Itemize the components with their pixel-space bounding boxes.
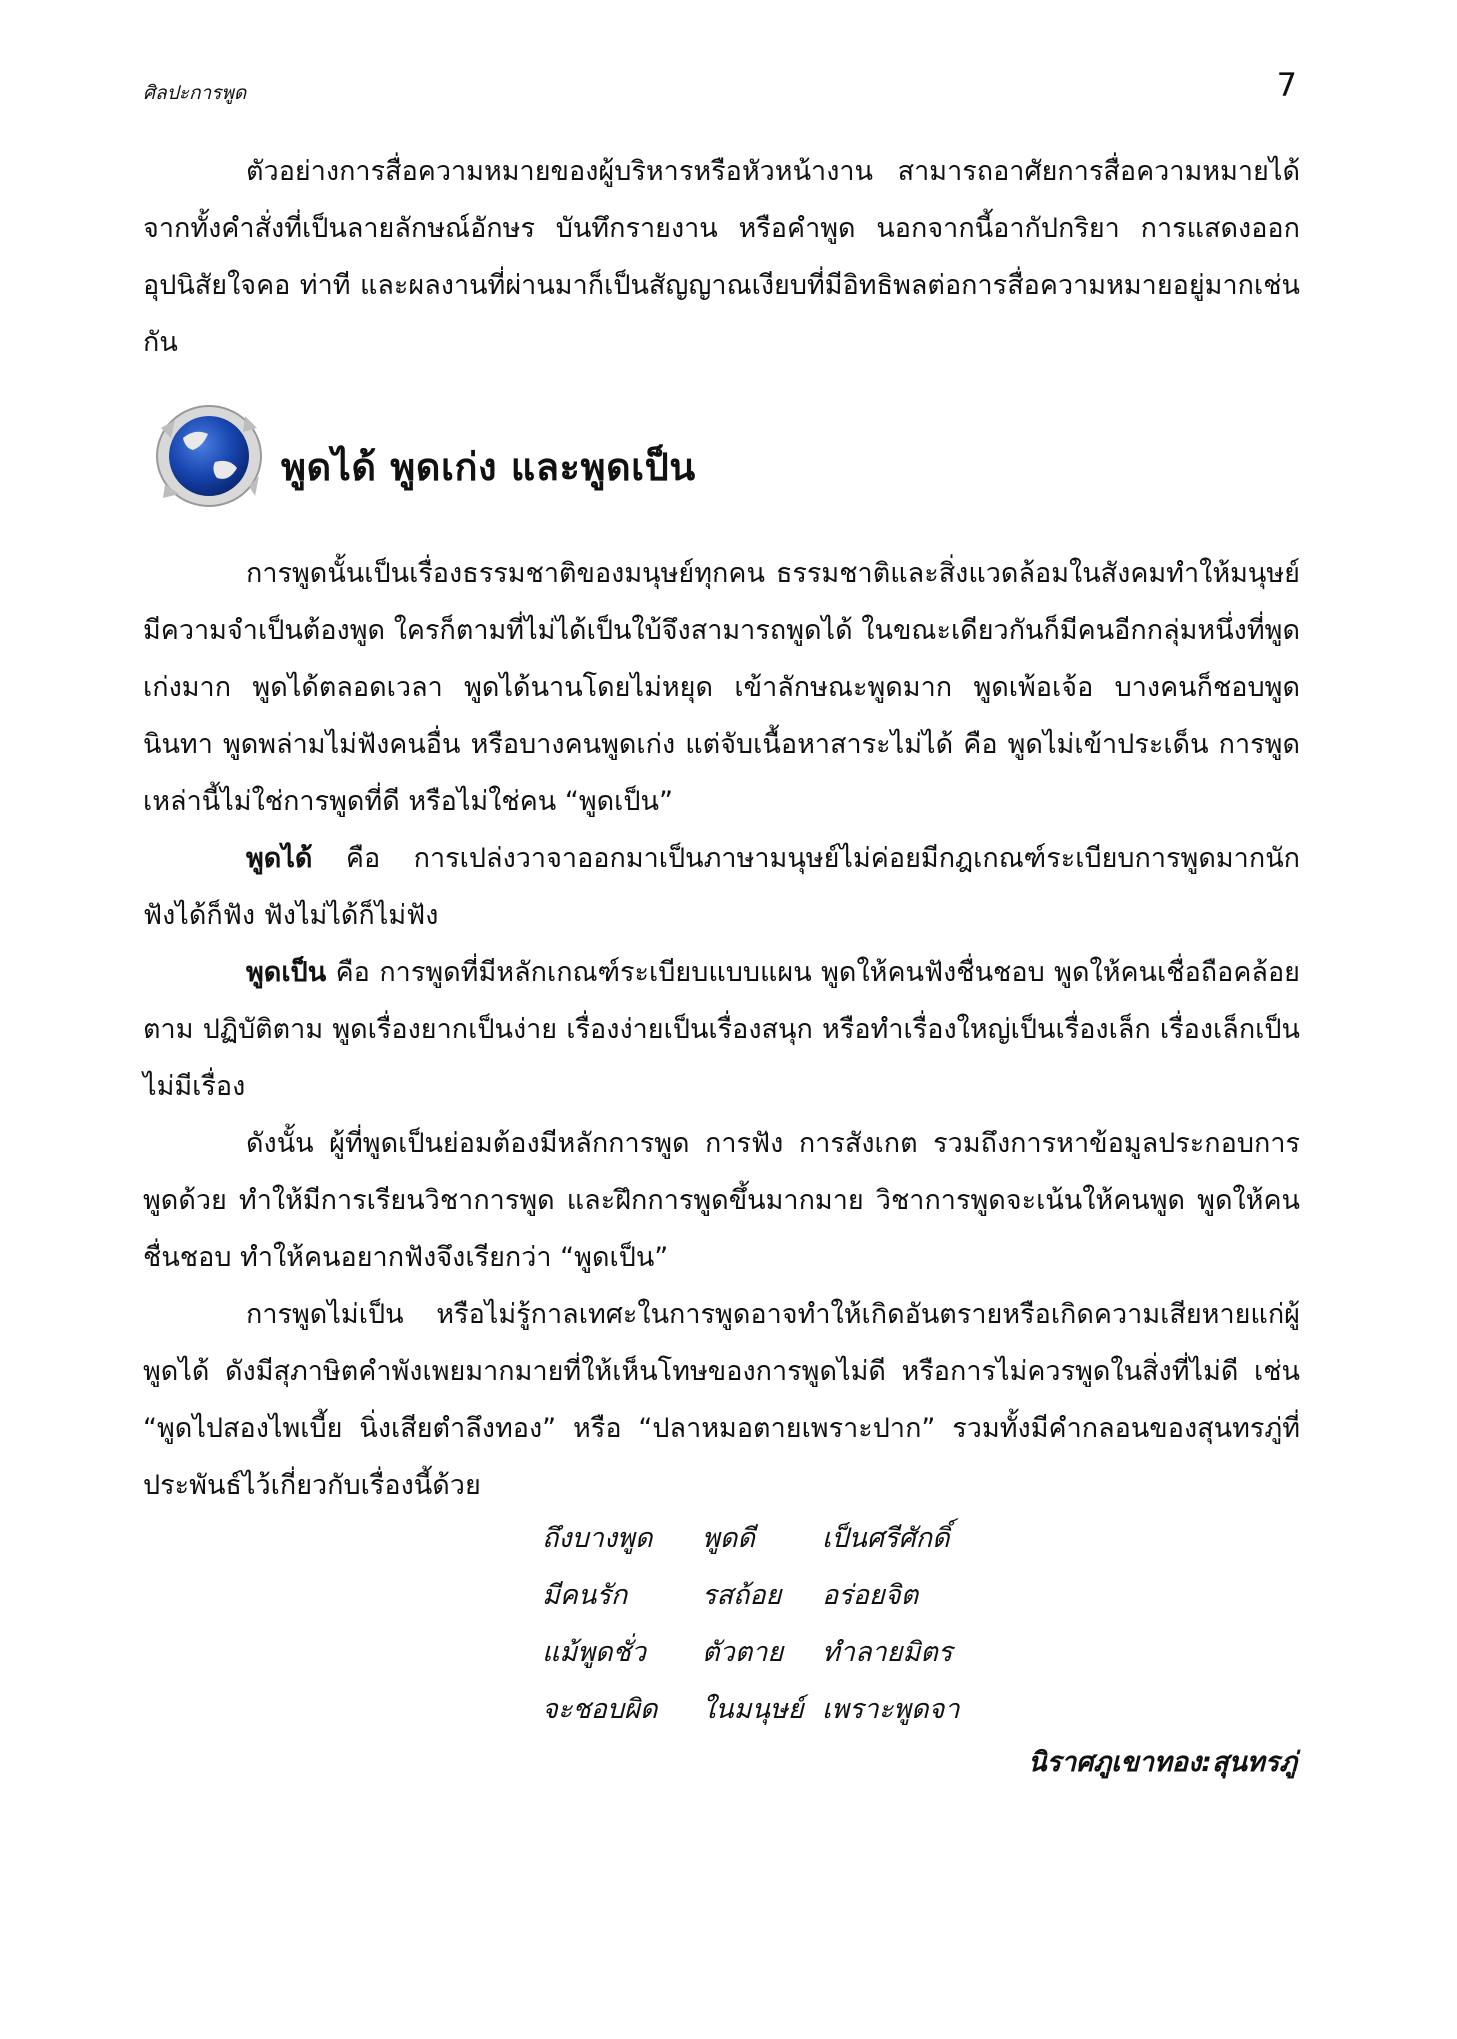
poem-phrase: รสถ้อย xyxy=(702,1580,782,1611)
term-speak-well: พูดเป็น xyxy=(246,957,327,988)
body-section xyxy=(143,545,1300,1514)
poem-line xyxy=(542,1681,960,1738)
body-paragraph-2 xyxy=(143,830,1300,944)
poem-attribution: นิราศภูเขาทอง:สุนทรภู่ xyxy=(1028,1747,1297,1778)
body-paragraph-4: ดังนั้น ผู้ที่พูดเป็นย่อมต้องมีหลักการพูด การฟัง การสังเกต รวมถึงการหาข้อมูลประกอบการพูดด้วย ทำให้มีการเรียนวิชาการพูด และฝึกการพูดขึ้นมากมาย วิชาการพูดจะเน้นให้คนพูด พูดให้คนชื่นชอบ ทำให้คนอยากฟังจึงเรียกว่า “พูดเป็น” xyxy=(143,1128,1300,1273)
poem-phrase: ในมนุษย์ xyxy=(702,1694,804,1725)
body-paragraph-5: การพูดไม่เป็น หรือไม่รู้กาลเทศะในการพูดอาจทำให้เกิดอันตรายหรือเกิดความเสียหายแก่ผู้พูดได้ ดังมีสุภาษิตคำพังเพยมากมายที่ให้เห็นโทษของการพูดไม่ดี หรือการไม่ควรพูดในสิ่งที่ไม่ดี เช่น “พูดไปสองไพเบี้ย นิ่งเสียตำลึงทอง” หรือ “ปลาหมอตายเพราะปาก” รวมทั้งมีคำกลอนของสุนทรภู่ที่ประพันธ์ไว้เกี่ยวกับเรื่องนี้ด้วย xyxy=(143,1299,1300,1501)
section-title: พูดได้ พูดเก่ง และพูดเป็น xyxy=(281,445,696,489)
poem-phrase: อร่อยจิต xyxy=(822,1580,919,1611)
poem-line xyxy=(542,1567,960,1624)
poem xyxy=(542,1510,960,1738)
poem-phrase: ถึงบางพูด xyxy=(542,1523,653,1554)
poem-phrase: เพราะพูดจา xyxy=(822,1694,960,1725)
poem-phrase: พูดดี xyxy=(702,1523,755,1554)
section-heading xyxy=(143,398,1043,513)
globe-icon xyxy=(153,398,265,510)
term-speak-well-definition: คือ การพูดที่มีหลักเกณฑ์ระเบียบแบบแผน พูดให้คนฟังชื่นชอบ พูดให้คนเชื่อถือคล้อยตาม ปฏิบัติตาม พูดเรื่องยากเป็นง่าย เรื่องง่ายเป็นเรื่องสนุก หรือทำเรื่องใหญ่เป็นเรื่องเล็ก เรื่องเล็กเป็นไม่มีเรื่อง xyxy=(143,957,1300,1102)
term-speak-able: พูดได้ xyxy=(246,843,313,874)
page-number: 7 xyxy=(1276,66,1297,104)
running-title: ศิลปะการพูด xyxy=(143,82,247,104)
poem-phrase: ทำลายมิตร xyxy=(822,1637,953,1668)
poem-phrase: มีคนรัก xyxy=(542,1580,628,1611)
body-paragraph-3 xyxy=(143,944,1300,1115)
poem-phrase: ตัวตาย xyxy=(702,1637,784,1668)
poem-line xyxy=(542,1624,960,1681)
poem-phrase: เป็นศรีศักดิ์ xyxy=(822,1523,950,1554)
poem-line xyxy=(542,1510,960,1567)
body-paragraph-1: การพูดนั้นเป็นเรื่องธรรมชาติของมนุษย์ทุกคน ธรรมชาติและสิ่งแวดล้อมในสังคมทำให้มนุษย์มีความจำเป็นต้องพูด ใครก็ตามที่ไม่ได้เป็นใบ้จึงสามารถพูดได้ ในขณะเดียวกันก็มีคนอีกกลุ่มหนึ่งที่พูดเก่งมาก พูดได้ตลอดเวลา พูดได้นานโดยไม่หยุด เข้าลักษณะพูดมาก พูดเพ้อเจ้อ บางคนก็ชอบพูดนินทา พูดพล่ามไม่ฟังคนอื่น หรือบางคนพูดเก่ง แต่จับเนื้อหาสาระไม่ได้ คือ พูดไม่เข้าประเด็น การพูดเหล่านี้ไม่ใช่การพูดที่ดี หรือไม่ใช่คน “พูดเป็น” xyxy=(143,558,1300,817)
poem-phrase: จะชอบผิด xyxy=(542,1694,658,1725)
term-speak-able-definition: คือ การเปล่งวาจาออกมาเป็นภาษามนุษย์ไม่ค่อยมีกฎเกณฑ์ระเบียบการพูดมากนัก ฟังได้ก็ฟัง ฟังไม่ได้ก็ไม่ฟัง xyxy=(143,843,1300,931)
intro-section xyxy=(143,143,1300,371)
intro-paragraph: ตัวอย่างการสื่อความหมายของผู้บริหารหรือหัวหน้างาน สามารถอาศัยการสื่อความหมายได้จากทั้งคำสั่งที่เป็นลายลักษณ์อักษร บันทึกรายงาน หรือคำพูด นอกจากนี้อากัปกริยา การแสดงออก อุปนิสัยใจคอ ท่าที และผลงานที่ผ่านมาก็เป็นสัญญาณเงียบที่มีอิทธิพลต่อการสื่อความหมายอยู่มากเช่นกัน xyxy=(143,156,1300,358)
poem-phrase: แม้พูดชั่ว xyxy=(542,1637,647,1668)
page-header xyxy=(143,66,1297,106)
